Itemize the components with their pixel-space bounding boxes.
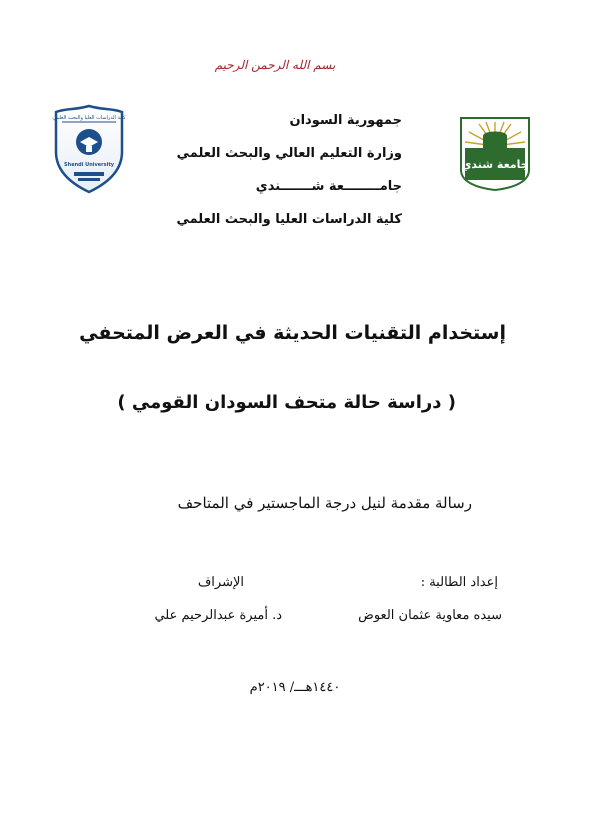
- graduate-studies-college-logo-icon: [50, 100, 128, 196]
- student-name: سيده معاوية عثمان العوض: [358, 608, 502, 623]
- supervisor-label: الإشراف: [197, 575, 244, 590]
- supervisor-name: د. أميرة عبدالرحيم علي: [154, 608, 282, 623]
- logo-left-english-text: Shendi University: [64, 162, 114, 168]
- submission-date: ١٤٤٠هـــ/ ٢٠١٩م: [249, 680, 341, 695]
- logo-left-arabic-text: كلية الدراسات العليا والبحث العلمي: [52, 115, 126, 121]
- thesis-title: إستخدام التقنيات الحديثة في العرض المتحفي: [79, 322, 506, 344]
- degree-purpose: رسالة مقدمة لنيل درجة الماجستير في المتاحف: [177, 494, 472, 512]
- student-label: إعداد الطالبة :: [420, 575, 498, 590]
- country-line: جمهورية السودان: [289, 113, 402, 128]
- ministry-line: وزارة التعليم العالي والبحث العلمي: [176, 146, 402, 161]
- basmala: بسم الله الرحمن الرحيم: [214, 58, 336, 72]
- thesis-subtitle: ( دراسة حالة متحف السودان القومي ): [117, 392, 456, 413]
- shendi-university-logo-icon: [455, 110, 535, 192]
- university-line: جامــــــــعة شـــــــندي: [255, 179, 402, 194]
- logo-right-arabic-text: جامعة شندي: [461, 158, 529, 171]
- college-line: كلية الدراسات العليا والبحث العلمي: [176, 212, 402, 227]
- institution-header: [140, 104, 402, 236]
